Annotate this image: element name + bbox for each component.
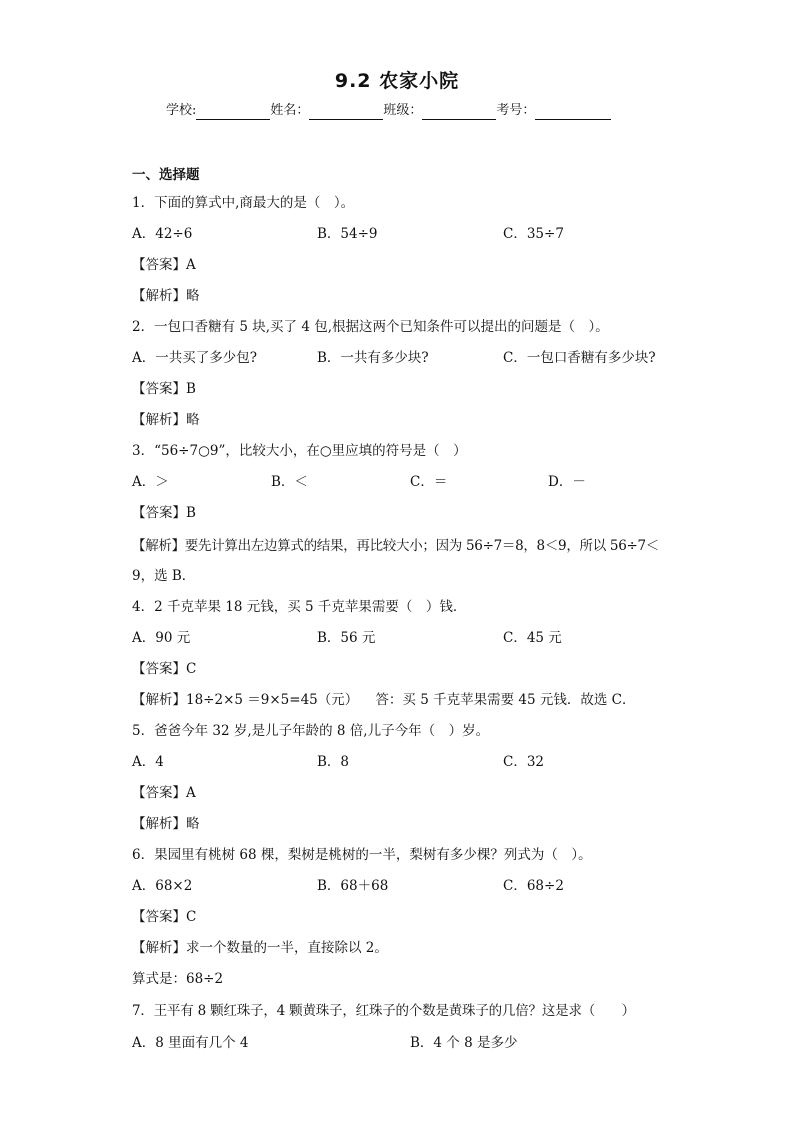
- question-stem: 1．下面的算式中,商最大的是（ ）。: [132, 195, 355, 211]
- answer-line: 【答案】C: [132, 909, 197, 925]
- question-stem: 3．“56÷7○9”，比较大小，在○里应填的符号是（ ）: [132, 443, 467, 459]
- student-info-row: [166, 102, 611, 120]
- class-blank[interactable]: [422, 104, 496, 120]
- option-a: A．8 里面有几个 4: [132, 1035, 249, 1051]
- option-c: C．32: [503, 754, 545, 770]
- page-title: 9.2 农家小院: [334, 70, 460, 92]
- answer-line: 【答案】B: [132, 381, 196, 397]
- option-b: B．56 元: [317, 630, 376, 646]
- option-c: C．68÷2: [503, 878, 564, 894]
- option-b: B．一共有多少块?: [317, 350, 429, 366]
- options-row: [132, 473, 692, 491]
- answer-line: 【答案】A: [132, 785, 196, 801]
- answer-line: 【答案】B: [132, 505, 196, 521]
- class-label: 班级：: [383, 103, 423, 118]
- option-a: A．42÷6: [132, 226, 193, 242]
- option-a: A．一共买了多少包?: [132, 350, 257, 366]
- analysis-line: 【解析】略: [132, 288, 200, 304]
- options-row: [132, 1034, 692, 1052]
- option-a: A．＞: [132, 474, 169, 490]
- analysis-line: 【解析】18÷2×5 ＝9×5=45（元） 答：买 5 千克苹果需要 45 元钱．故选 C．: [132, 692, 636, 708]
- section-heading: 一、选择题: [132, 167, 200, 183]
- options-row: [132, 629, 692, 647]
- analysis-line: 9，选 B．: [132, 568, 196, 584]
- option-a: A．68×2: [132, 878, 193, 894]
- options-row: [132, 753, 692, 771]
- option-b: B．＜: [271, 474, 308, 490]
- number-label: 考号：: [496, 103, 536, 118]
- option-b: B．54÷9: [317, 226, 378, 242]
- analysis-line: 【解析】略: [132, 412, 200, 428]
- options-row: [132, 877, 692, 895]
- option-b: B．8: [317, 754, 350, 770]
- school-label: 学校:: [166, 103, 197, 118]
- option-c: C．一包口香糖有多少块?: [503, 350, 656, 366]
- question-stem: 7．王平有 8 颗红珠子，4 颗黄珠子，红珠子的个数是黄珠子的几倍？这是求（ ）: [132, 1003, 635, 1019]
- option-a: A．4: [132, 754, 164, 770]
- option-a: A．90 元: [132, 630, 191, 646]
- option-c: C．＝: [410, 474, 448, 490]
- option-b: B．68＋68: [317, 878, 389, 894]
- question-stem: 2．一包口香糖有 5 块,买了 4 包,根据这两个已知条件可以提出的问题是（ ）。: [132, 319, 609, 335]
- analysis-line: 【解析】求一个数量的一半，直接除以 2。: [132, 940, 388, 956]
- options-row: [132, 349, 692, 367]
- analysis-line: 【解析】略: [132, 816, 200, 832]
- question-stem: 5．爸爸今年 32 岁,是儿子年龄的 8 倍,儿子今年（ ）岁。: [132, 723, 490, 739]
- name-blank[interactable]: [309, 104, 383, 120]
- answer-line: 【答案】C: [132, 661, 197, 677]
- number-blank[interactable]: [535, 104, 611, 120]
- name-label: 姓名：: [270, 103, 310, 118]
- analysis-line: 【解析】要先计算出左边算式的结果，再比较大小；因为 56÷7＝8，8＜9，所以 56÷7＜: [132, 538, 660, 554]
- options-row: [132, 225, 692, 243]
- option-c: C．35÷7: [503, 226, 564, 242]
- option-c: C．45 元: [503, 630, 562, 646]
- analysis-line: 算式是：68÷2: [132, 971, 224, 987]
- answer-line: 【答案】A: [132, 257, 196, 273]
- option-d: D．－: [548, 474, 586, 490]
- school-blank[interactable]: [196, 104, 270, 120]
- question-stem: 4．2 千克苹果 18 元钱，买 5 千克苹果需要（ ）钱．: [132, 599, 467, 615]
- question-stem: 6．果园里有桃树 68 棵，梨树是桃树的一半，梨树有多少棵？列式为（ ）。: [132, 847, 592, 863]
- option-b: B．4 个 8 是多少: [410, 1035, 518, 1051]
